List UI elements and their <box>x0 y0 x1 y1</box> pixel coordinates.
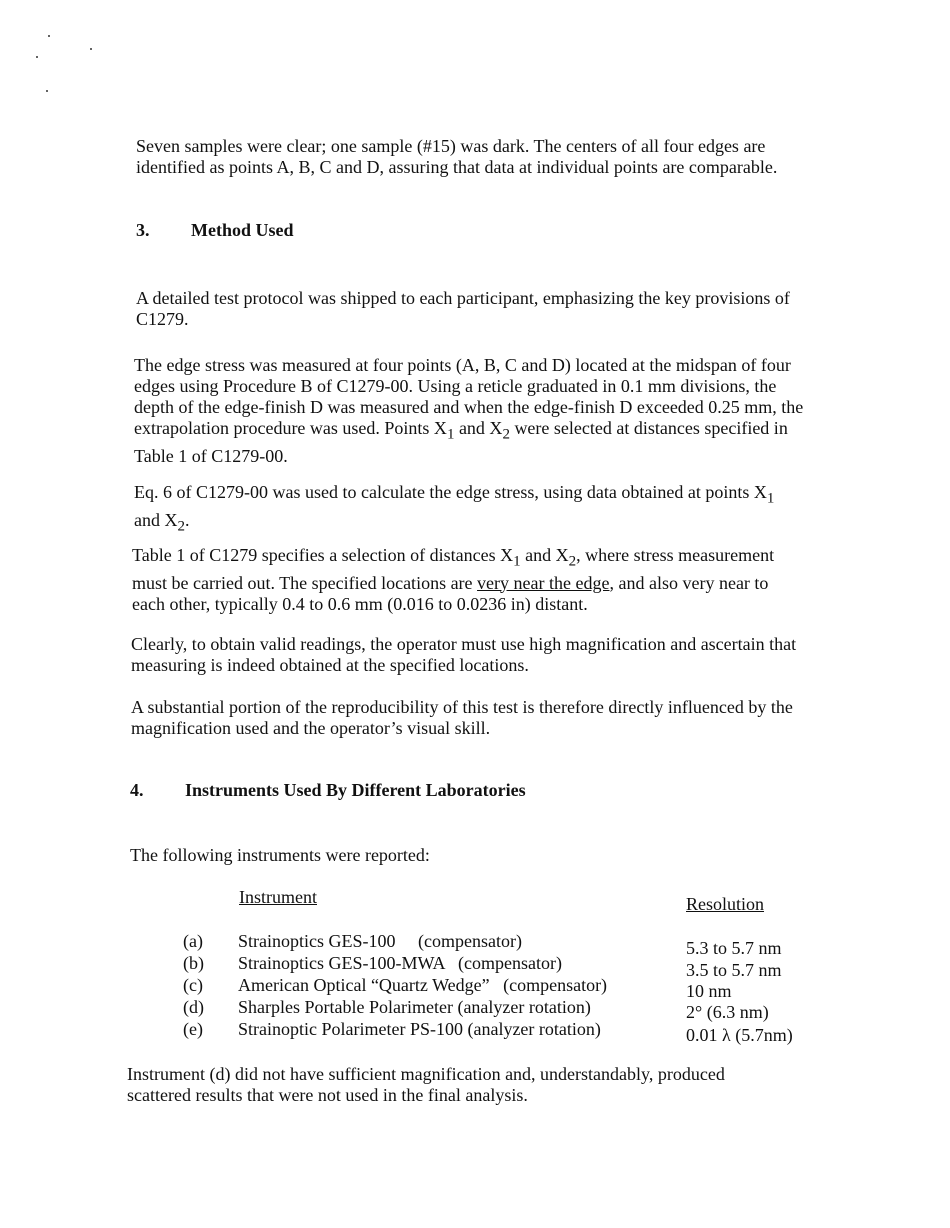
paragraph-protocol: A detailed test protocol was shipped to each participant, emphasizing the key provisions of C1279. <box>136 288 790 329</box>
instrument-letter: (e) <box>183 1019 203 1039</box>
instrument-resolution: 10 nm <box>686 981 732 1001</box>
paragraph-table1: Table 1 of C1279 specifies a selection of distances $X_1$ and $X_2$, where stress measurement must be carried out. The specified locations are very near the edge, and also very near to each other, typically 0.4 to 0.6 mm (0.016 to 0.0236 in) distant. <box>132 545 775 614</box>
instrument-name: Sharples Portable Polarimeter (analyzer rotation) <box>238 997 591 1017</box>
paragraph-magnification: Clearly, to obtain valid readings, the operator must use high magnification and ascertain that measuring is indeed obtained at the specified locations. <box>131 634 797 675</box>
instrument-resolution: 0.01 λ (5.7nm) <box>686 1025 793 1045</box>
instrument-name: Strainoptics GES-100 (compensator) <box>238 931 522 951</box>
scan-speck <box>90 48 92 50</box>
section-number: 3. <box>136 220 150 240</box>
section-heading-instruments <box>130 780 526 801</box>
section-title: Method Used <box>191 220 294 240</box>
scan-speck <box>36 56 38 58</box>
instrument-row <box>0 975 950 1001</box>
paragraph-edge-stress: The edge stress was measured at four points (A, B, C and D) located at the midspan of four edges using Procedure B of C1279-00. Using a reticle graduated in 0.1 mm divisions, the depth of the edge-finish D was measured and when the edge-finish D exceeded 0.25 mm, the extrapolation procedure was used. Points $X_1$ and $X_2$ were selected at distances specified in Table 1 of C1279-00. <box>134 355 804 466</box>
section-title: Instruments Used By Different Laboratories <box>185 780 526 800</box>
scan-speck <box>48 35 50 37</box>
instrument-resolution: 2° (6.3 nm) <box>686 1002 769 1022</box>
instrument-resolution: 5.3 to 5.7 nm <box>686 938 782 958</box>
section-number: 4. <box>130 780 144 800</box>
scan-speck <box>46 90 48 92</box>
paragraph-equation: Eq. 6 of C1279-00 was used to calculate the edge stress, using data obtained at points $X_1$ and $X_2$. <box>134 482 775 535</box>
instrument-letter: (b) <box>183 953 204 973</box>
instrument-letter: (d) <box>183 997 204 1017</box>
section-heading-method <box>136 220 294 241</box>
instrument-letter: (c) <box>183 975 203 995</box>
paragraph-samples: Seven samples were clear; one sample (#15) was dark. The centers of all four edges are identified as points A, B, C and D, assuring that data at individual points are comparable. <box>136 136 778 177</box>
instrument-column-header: Instrument <box>239 887 317 907</box>
paragraph-conclusion: Instrument (d) did not have sufficient magnification and, understandably, produced scattered results that were not used in the final analysis. <box>127 1064 725 1105</box>
instrument-name: American Optical “Quartz Wedge” (compensator) <box>238 975 608 995</box>
instrument-resolution: 3.5 to 5.7 nm <box>686 960 782 980</box>
instrument-row <box>0 1019 950 1045</box>
resolution-column-header: Resolution <box>686 894 765 914</box>
instrument-row <box>0 931 950 958</box>
paragraph-reproducibility: A substantial portion of the reproducibility of this test is therefore directly influenced by the magnification used and the operator’s visual skill. <box>131 697 793 738</box>
instrument-row <box>0 997 950 1022</box>
instrument-letter: (a) <box>183 931 203 951</box>
paragraph-instruments-intro: The following instruments were reported: <box>130 845 430 865</box>
instrument-name: Strainoptic Polarimeter PS-100 (analyzer rotation) <box>238 1019 601 1039</box>
instrument-row <box>0 953 950 980</box>
instrument-name: Strainoptics GES-100-MWA (compensator) <box>238 953 562 973</box>
